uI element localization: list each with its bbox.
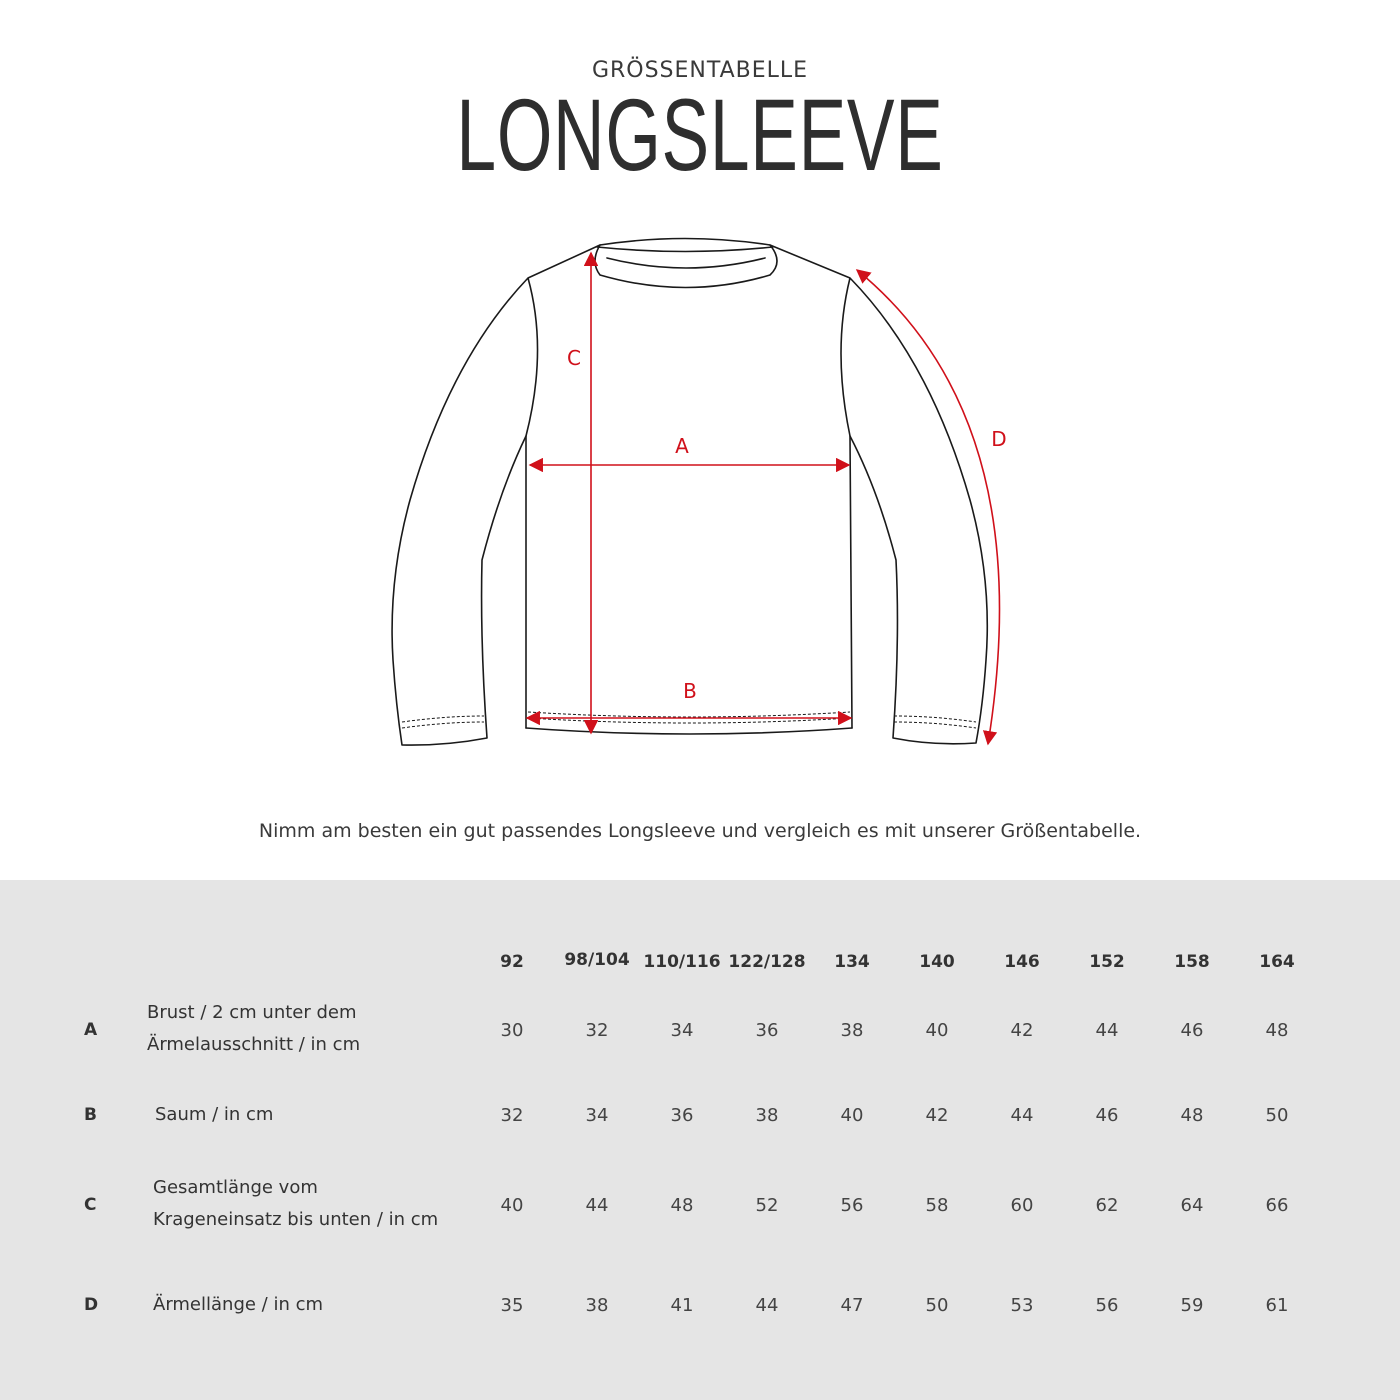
table-cell: 44 — [585, 1195, 609, 1216]
row-letter: D — [84, 1295, 99, 1315]
table-cell: 38 — [840, 1020, 864, 1041]
size-column-header: 92 — [500, 952, 524, 972]
table-cell: 32 — [585, 1020, 609, 1041]
page-subtitle: GRÖSSENTABELLE — [591, 58, 809, 83]
table-cell: 46 — [1095, 1105, 1119, 1126]
row-letter: A — [84, 1020, 98, 1040]
garment-outline — [392, 245, 600, 745]
table-cell: 41 — [670, 1295, 694, 1316]
collar — [595, 239, 777, 288]
table-cell: 40 — [500, 1195, 524, 1216]
table-cell: 52 — [755, 1195, 779, 1216]
size-table — [0, 880, 1400, 1400]
garment-outline-right — [770, 245, 987, 744]
table-cell: 48 — [670, 1195, 694, 1216]
label-b: B — [683, 679, 697, 703]
table-cell: 36 — [755, 1020, 779, 1041]
row-label — [155, 1099, 273, 1131]
measure-line-d — [857, 270, 1000, 744]
row-label-line: Ärmellänge / in cm — [153, 1294, 324, 1315]
table-cell: 35 — [500, 1295, 524, 1316]
table-cell: 58 — [925, 1195, 949, 1216]
table-cell: 48 — [1265, 1020, 1289, 1041]
row-label — [153, 1172, 438, 1236]
instruction-text: Nimm am besten ein gut passendes Longsleeve und vergleich es mit unserer Größentabelle. — [258, 820, 1142, 842]
size-column-header: 152 — [1089, 952, 1125, 972]
table-cell: 40 — [925, 1020, 949, 1041]
row-label-line: Brust / 2 cm unter dem — [147, 1002, 357, 1023]
table-cell: 47 — [840, 1295, 864, 1316]
size-column-header: 110/116 — [643, 952, 721, 972]
row-label-line: Krageneinsatz bis unten / in cm — [153, 1209, 439, 1230]
row-letter: C — [84, 1195, 97, 1215]
row-label-line: Saum / in cm — [155, 1104, 274, 1125]
page-title: LONGSLEEVE — [456, 78, 944, 192]
table-cell: 61 — [1265, 1295, 1289, 1316]
size-column-header: 122/128 — [728, 952, 806, 972]
table-cell: 46 — [1180, 1020, 1204, 1041]
table-cell: 34 — [670, 1020, 694, 1041]
table-cell: 44 — [1010, 1105, 1034, 1126]
table-cell: 50 — [1265, 1105, 1289, 1126]
table-cell: 64 — [1180, 1195, 1204, 1216]
size-column-header: 140 — [919, 952, 955, 972]
table-cell: 44 — [755, 1295, 779, 1316]
table-cell: 53 — [1010, 1295, 1034, 1316]
table-cell: 36 — [670, 1105, 694, 1126]
label-d: D — [991, 427, 1007, 451]
row-label — [153, 1289, 323, 1321]
table-cell: 56 — [1095, 1295, 1119, 1316]
table-cell: 30 — [500, 1020, 524, 1041]
table-cell: 60 — [1010, 1195, 1034, 1216]
table-cell: 66 — [1265, 1195, 1289, 1216]
table-cell: 42 — [1010, 1020, 1034, 1041]
size-column-header: 134 — [834, 952, 870, 972]
longsleeve-diagram — [0, 200, 1400, 800]
table-cell: 38 — [585, 1295, 609, 1316]
table-cell: 38 — [755, 1105, 779, 1126]
table-cell: 48 — [1180, 1105, 1204, 1126]
table-cell: 56 — [840, 1195, 864, 1216]
table-cell: 62 — [1095, 1195, 1119, 1216]
table-cell: 50 — [925, 1295, 949, 1316]
row-letter: B — [84, 1105, 97, 1125]
table-cell: 34 — [585, 1105, 609, 1126]
size-column-header: 146 — [1004, 952, 1040, 972]
row-label — [147, 997, 360, 1061]
table-cell: 44 — [1095, 1020, 1119, 1041]
label-c: C — [567, 346, 581, 370]
table-cell: 32 — [500, 1105, 524, 1126]
table-cell: 59 — [1180, 1295, 1204, 1316]
row-label-line: Gesamtlänge vom — [153, 1177, 318, 1198]
table-cell: 42 — [925, 1105, 949, 1126]
size-column-header: 164 — [1259, 952, 1295, 972]
size-column-header: 98/104 — [564, 950, 630, 970]
label-a: A — [675, 434, 689, 458]
row-label-line: Ärmelausschnitt / in cm — [147, 1034, 361, 1055]
size-column-header: 158 — [1174, 952, 1210, 972]
table-cell: 40 — [840, 1105, 864, 1126]
